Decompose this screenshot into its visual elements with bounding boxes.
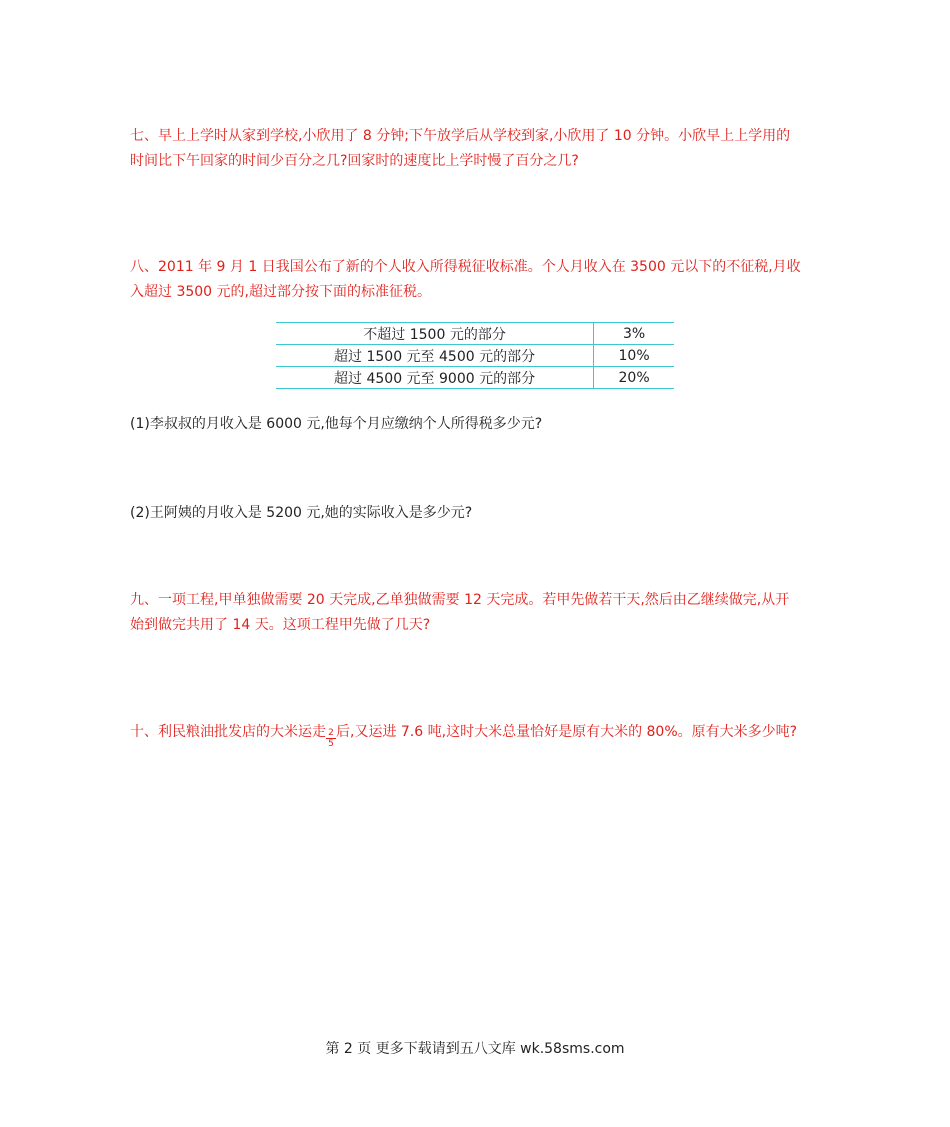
question-8 bbox=[130, 255, 820, 305]
question-9-line-2: 始到做完共用了 14 天。这项工程甲先做了几天? bbox=[130, 617, 431, 633]
question-7 bbox=[130, 124, 820, 174]
tax-rate-table bbox=[276, 322, 674, 389]
table-cell-rate: 10% bbox=[594, 345, 674, 367]
question-8-line-1: 八、2011 年 9 月 1 日我国公布了新的个人收入所得税征收标准。个人月收入在 3500 元以下的不征税,月收 bbox=[130, 259, 801, 275]
question-10 bbox=[130, 720, 820, 749]
question-8-part-1: (1)李叔叔的月收入是 6000 元,他每个月应缴纳个人所得税多少元? bbox=[130, 416, 543, 432]
question-10-text-after: 后,又运进 7.6 吨,这时大米总量恰好是原有大米的 80%。原有大米多少吨? bbox=[336, 724, 798, 740]
question-8-part-2: (2)王阿姨的月收入是 5200 元,她的实际收入是多少元? bbox=[130, 505, 473, 521]
table-row bbox=[276, 323, 674, 345]
question-7-line-1: 七、早上上学时从家到学校,小欣用了 8 分钟;下午放学后从学校到家,小欣用了 10 分钟。小欣早上上学用的 bbox=[130, 128, 791, 144]
question-9-line-1: 九、一项工程,甲单独做需要 20 天完成,乙单独做需要 12 天完成。若甲先做若干天,然后由乙继续做完,从开 bbox=[130, 592, 790, 608]
question-10-text-before: 十、利民粮油批发店的大米运走 bbox=[130, 724, 326, 740]
table-cell-rate: 20% bbox=[594, 367, 674, 389]
table-cell-range: 超过 4500 元至 9000 元的部分 bbox=[276, 367, 594, 389]
question-8-line-2: 入超过 3500 元的,超过部分按下面的标准征税。 bbox=[130, 284, 431, 300]
question-7-line-2: 时间比下午回家的时间少百分之几?回家时的速度比上学时慢了百分之几? bbox=[130, 153, 579, 169]
fraction-denominator: 5 bbox=[328, 738, 334, 749]
question-9 bbox=[130, 588, 820, 638]
table-row bbox=[276, 367, 674, 389]
fraction-numerator: 2 bbox=[326, 728, 336, 739]
table-cell-range: 超过 1500 元至 4500 元的部分 bbox=[276, 345, 594, 367]
fraction bbox=[326, 728, 336, 749]
table-row bbox=[276, 345, 674, 367]
table-cell-rate: 3% bbox=[594, 323, 674, 345]
table-cell-range: 不超过 1500 元的部分 bbox=[276, 323, 594, 345]
page-footer: 第 2 页 更多下载请到五八文库 wk.58sms.com bbox=[325, 1041, 625, 1057]
